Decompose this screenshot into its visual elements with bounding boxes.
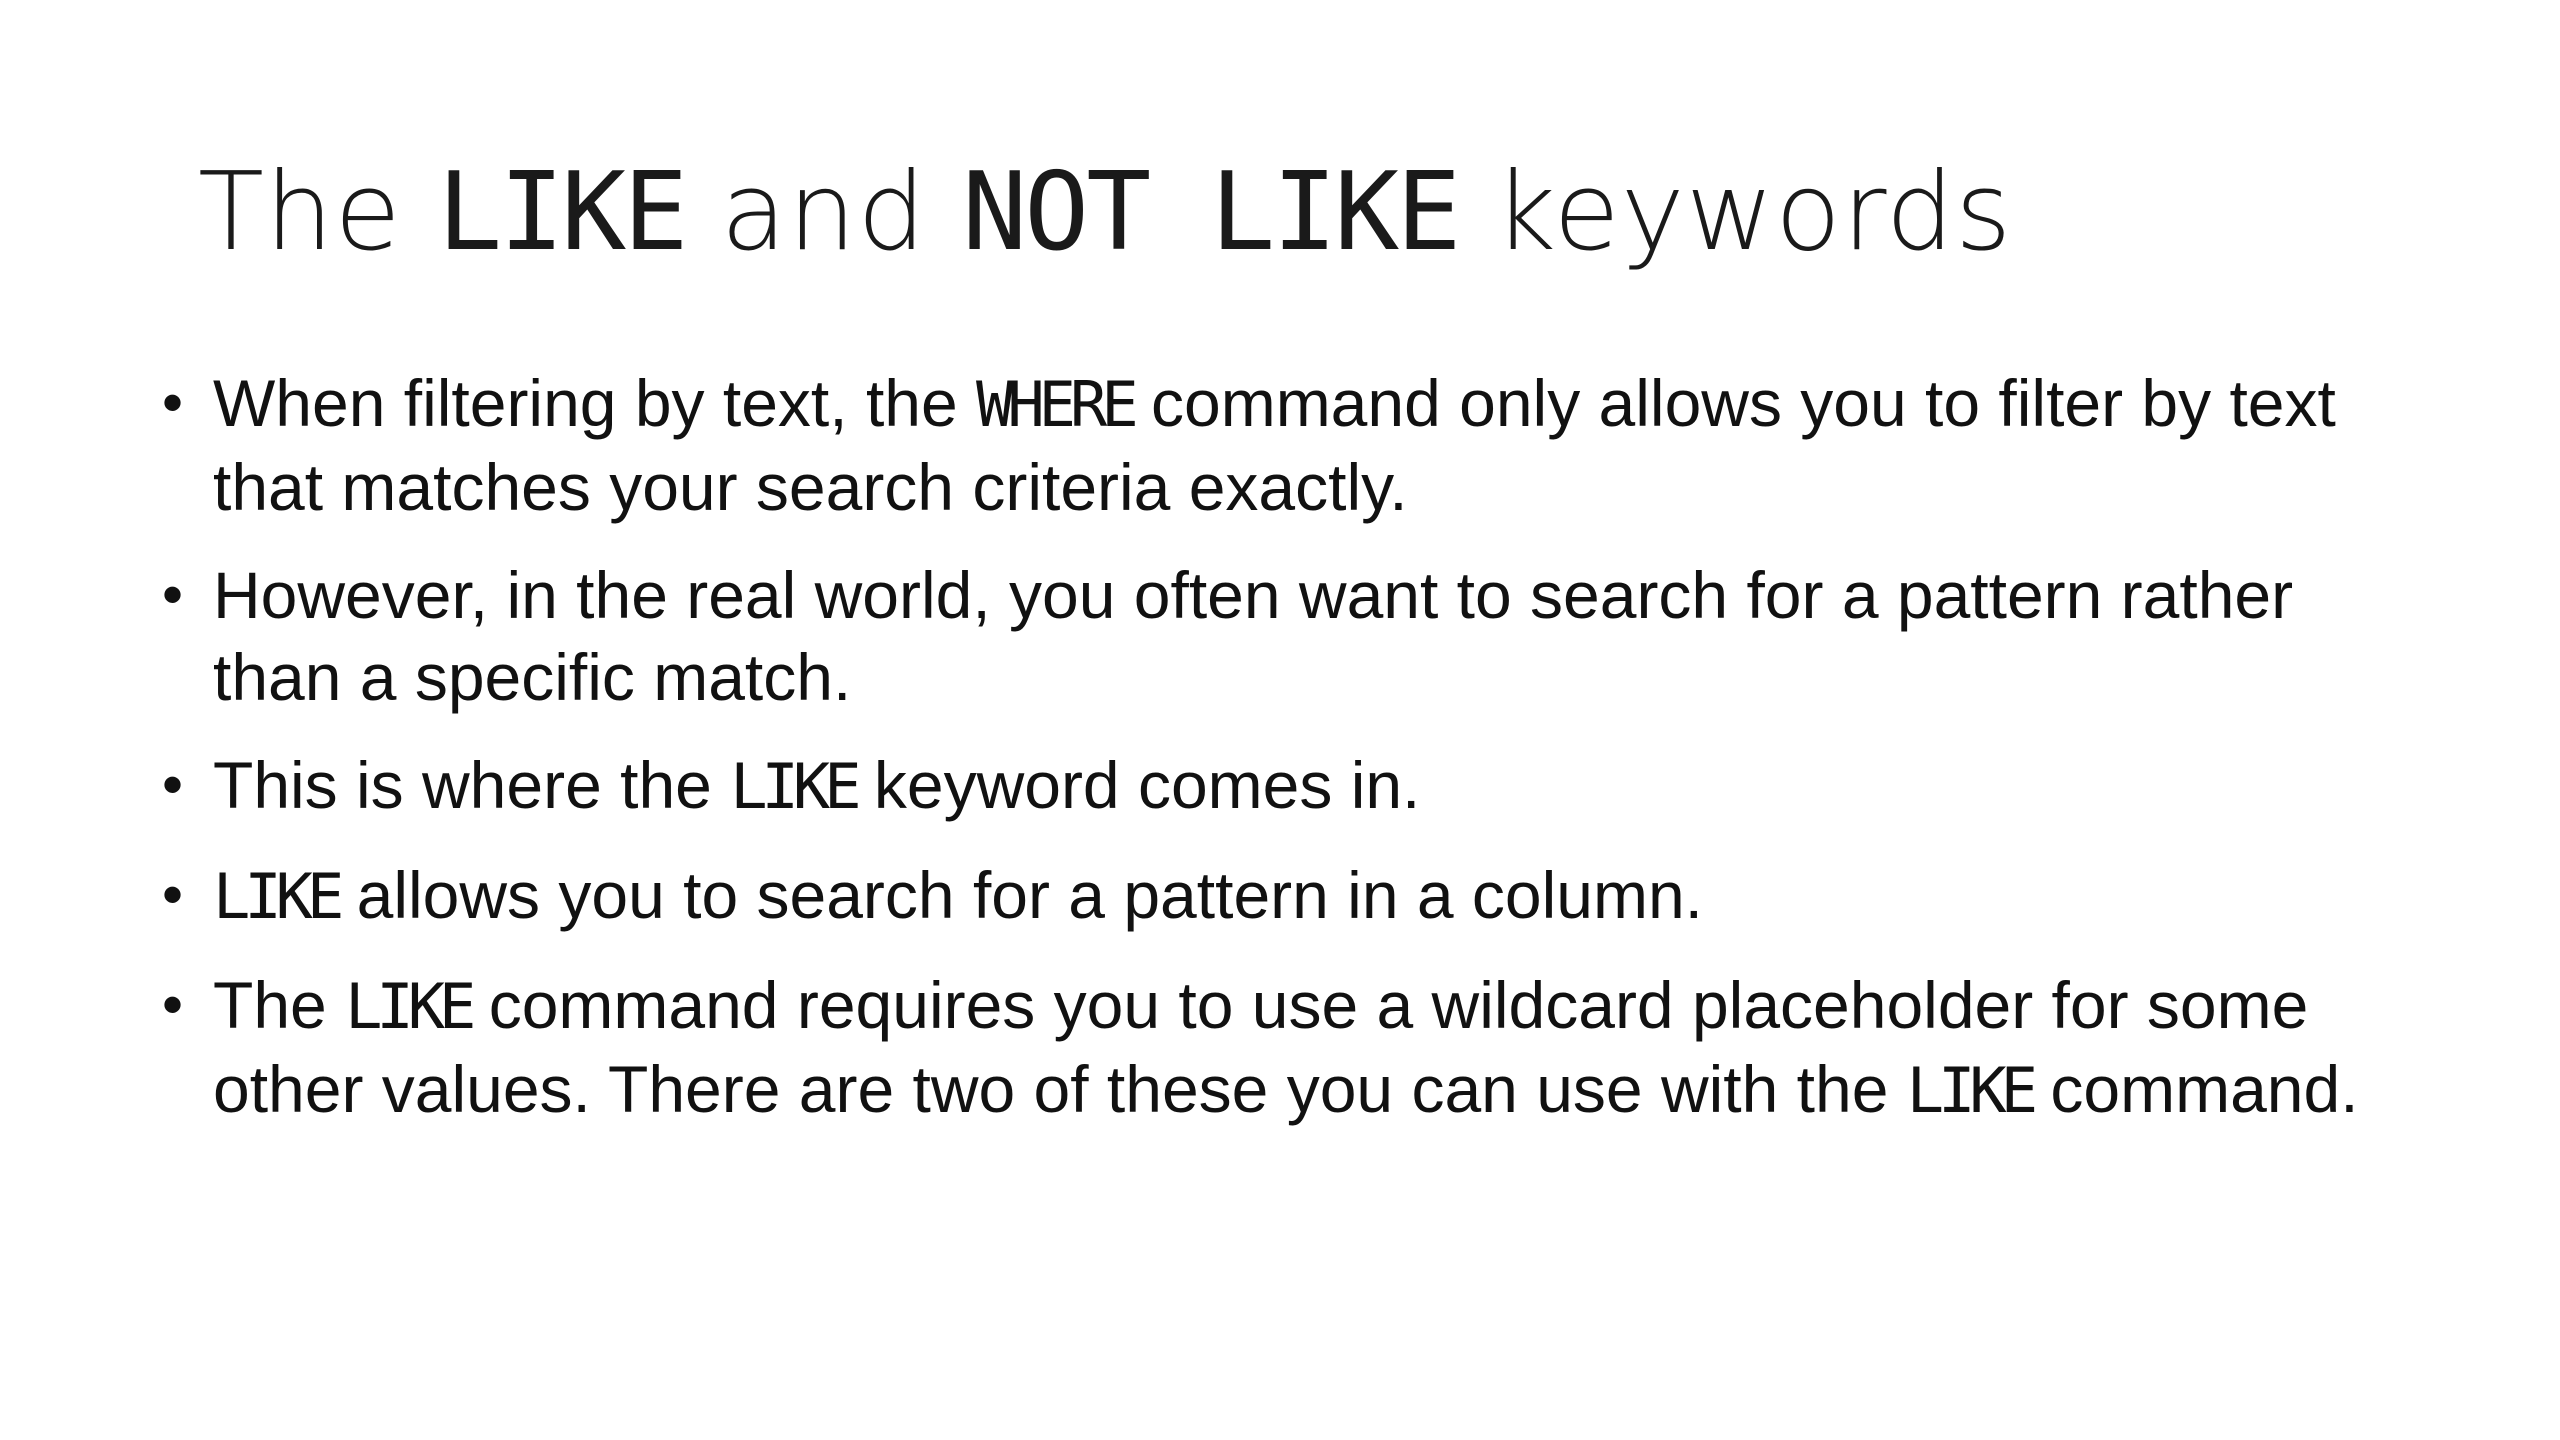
keyword-like: LIKE [730, 750, 856, 823]
bullet-pattern-search [160, 554, 2420, 718]
bullet-text: However, in the real world, you often want to search for a pattern rather than a specific match. [213, 558, 2294, 714]
bullet-like-intro [160, 744, 2420, 828]
bullet-text: allows you to search for a pattern in a column. [338, 858, 1704, 932]
title-keyword-like: LIKE [437, 150, 686, 275]
title-text-1: The [198, 150, 438, 275]
bullet-where-exact-match [160, 362, 2420, 528]
slide-title [198, 138, 2398, 288]
bullet-text: This is where the [213, 748, 731, 822]
title-text-2: and [685, 150, 963, 275]
bullet-text: When filtering by text, the [213, 366, 977, 440]
bullet-list [160, 362, 2420, 1158]
bullet-like-purpose [160, 854, 2420, 938]
bullet-text: keyword comes in. [855, 748, 1421, 822]
bullet-text: command. [2032, 1052, 2359, 1126]
title-text-3: keywords [1458, 150, 2013, 275]
keyword-like: LIKE [345, 970, 471, 1043]
bullet-text: command only allows you to filter by text that matches your search criteria exactly. [213, 366, 2336, 524]
title-keyword-not-like: NOT LIKE [962, 150, 1459, 275]
keyword-where: WHERE [976, 368, 1133, 441]
bullet-wildcard [160, 964, 2420, 1132]
bullet-text: The [213, 968, 346, 1042]
bullet-text: command requires you to use a wildcard placeholder for some other values. There are two of these you can use with the [213, 968, 2309, 1126]
keyword-like: LIKE [1906, 1054, 2033, 1127]
keyword-like: LIKE [213, 860, 339, 933]
